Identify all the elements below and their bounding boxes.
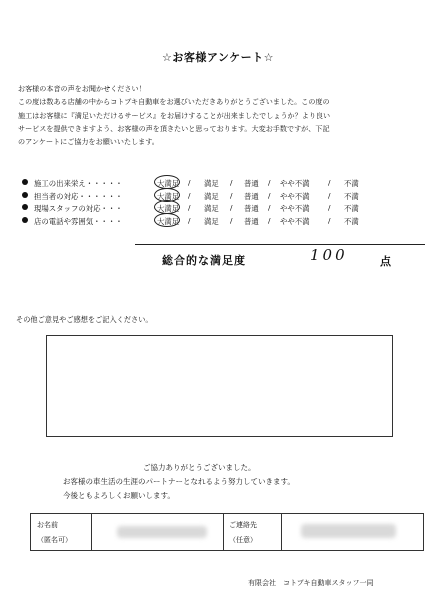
bullet-icon: [22, 204, 28, 210]
intro-line: お客様の本音の声をお聞かせください！: [18, 84, 146, 93]
rating-separator: /: [268, 190, 271, 200]
rating-option[interactable]: やや不満: [280, 204, 310, 213]
rating-option[interactable]: 大満足: [157, 204, 180, 213]
survey-title: ☆お客様アンケート☆: [161, 51, 275, 64]
rating-option[interactable]: 普通: [244, 191, 259, 201]
rating-option[interactable]: 大満足: [157, 216, 180, 226]
rating-separator: /: [268, 215, 271, 225]
contact-divider: [281, 514, 282, 550]
rating-row: [22, 203, 426, 216]
rating-separator: /: [188, 178, 191, 187]
rating-item-label: 施工の出来栄え・・・・・: [34, 179, 123, 188]
bullet-icon: [22, 217, 28, 223]
rating-separator: /: [268, 203, 271, 212]
rating-option[interactable]: 不満: [344, 179, 359, 188]
rating-separator: /: [188, 215, 191, 225]
rating-separator: /: [328, 178, 331, 187]
contact-table: [30, 513, 424, 551]
rating-option[interactable]: 不満: [344, 204, 359, 213]
rating-option[interactable]: やや不満: [280, 216, 310, 226]
rating-option[interactable]: 普通: [244, 216, 259, 226]
rating-option[interactable]: 不満: [344, 216, 359, 226]
comment-box[interactable]: [46, 335, 393, 437]
rating-item-label: 担当者の対応・・・・・・: [34, 191, 123, 201]
contact-sub-label: （任意）: [229, 536, 257, 544]
rating-item-label: 店の電話や雰囲気・・・・: [34, 216, 123, 226]
rating-separator: /: [328, 190, 331, 200]
rating-option[interactable]: やや不満: [280, 191, 310, 201]
rating-option[interactable]: 普通: [244, 179, 259, 188]
rating-separator: /: [188, 190, 191, 200]
name-redacted: [117, 526, 207, 538]
footer-signature: 有限会社 コトブキ自動車スタッフ一同: [248, 579, 374, 587]
rating-table: [22, 178, 426, 228]
rating-row: [22, 178, 426, 191]
overall-unit: 点: [380, 255, 391, 268]
contact-label: ご連絡先: [229, 521, 257, 529]
rating-option[interactable]: 満足: [204, 191, 219, 201]
rating-row: [22, 191, 426, 204]
rating-row: [22, 216, 426, 229]
rating-option[interactable]: 満足: [204, 216, 219, 226]
closing-line: 今後ともよろしくお願いします。: [63, 491, 175, 500]
rating-separator: /: [230, 215, 233, 225]
selected-circle-mark: [154, 200, 180, 214]
name-label: お名前: [37, 521, 58, 529]
rating-separator: /: [328, 203, 331, 212]
intro-line: サービスを提供できますよう、お客様の声を頂きたいと思っております。大変お手数ですが、下記: [18, 123, 330, 133]
rating-separator: /: [328, 215, 331, 225]
intro-line: のアンケートにご協力をお願いいたします。: [18, 137, 159, 147]
overall-score-handwritten: 100: [310, 246, 348, 264]
rating-option[interactable]: 大満足: [157, 191, 180, 201]
intro-line: 施工はお客様に『満足いただけるサービス』をお届けすることが出来ましたでしょうか？より良い: [18, 110, 331, 120]
intro-text: [18, 82, 426, 148]
contact-divider: [223, 514, 224, 550]
overall-label: 総合的な満足度: [162, 254, 246, 267]
selected-circle-mark: [154, 213, 180, 227]
rating-item-label: 現場スタッフの対応・・・: [34, 204, 123, 213]
rating-option[interactable]: やや不満: [280, 179, 310, 188]
contact-divider: [91, 514, 92, 550]
rating-separator: /: [188, 203, 191, 212]
intro-line: この度は数ある店舗の中からコトブキ自動車をお選びいただきありがとうございました。この度の: [18, 97, 330, 107]
selected-circle-mark: [154, 175, 180, 189]
rating-option[interactable]: 満足: [204, 179, 219, 188]
comment-label: その他ご意見やご感想をご記入ください。: [16, 315, 153, 324]
rating-separator: /: [230, 203, 233, 212]
closing-line: お客様の車生活の生涯のパートナーとなれるよう努力していきます。: [63, 477, 295, 486]
bullet-icon: [22, 192, 28, 198]
rating-option[interactable]: 不満: [344, 191, 359, 201]
rating-option[interactable]: 大満足: [157, 179, 180, 188]
rating-option[interactable]: 満足: [204, 204, 219, 213]
name-sub-label: （匿名可）: [37, 536, 72, 544]
bullet-icon: [22, 179, 28, 185]
rating-separator: /: [268, 178, 271, 187]
rating-separator: /: [230, 190, 233, 200]
closing-line: ご協力ありがとうございました。: [143, 463, 256, 472]
overall-divider: [135, 244, 425, 245]
contact-redacted: [301, 524, 396, 538]
rating-option[interactable]: 普通: [244, 204, 259, 213]
rating-separator: /: [230, 178, 233, 187]
